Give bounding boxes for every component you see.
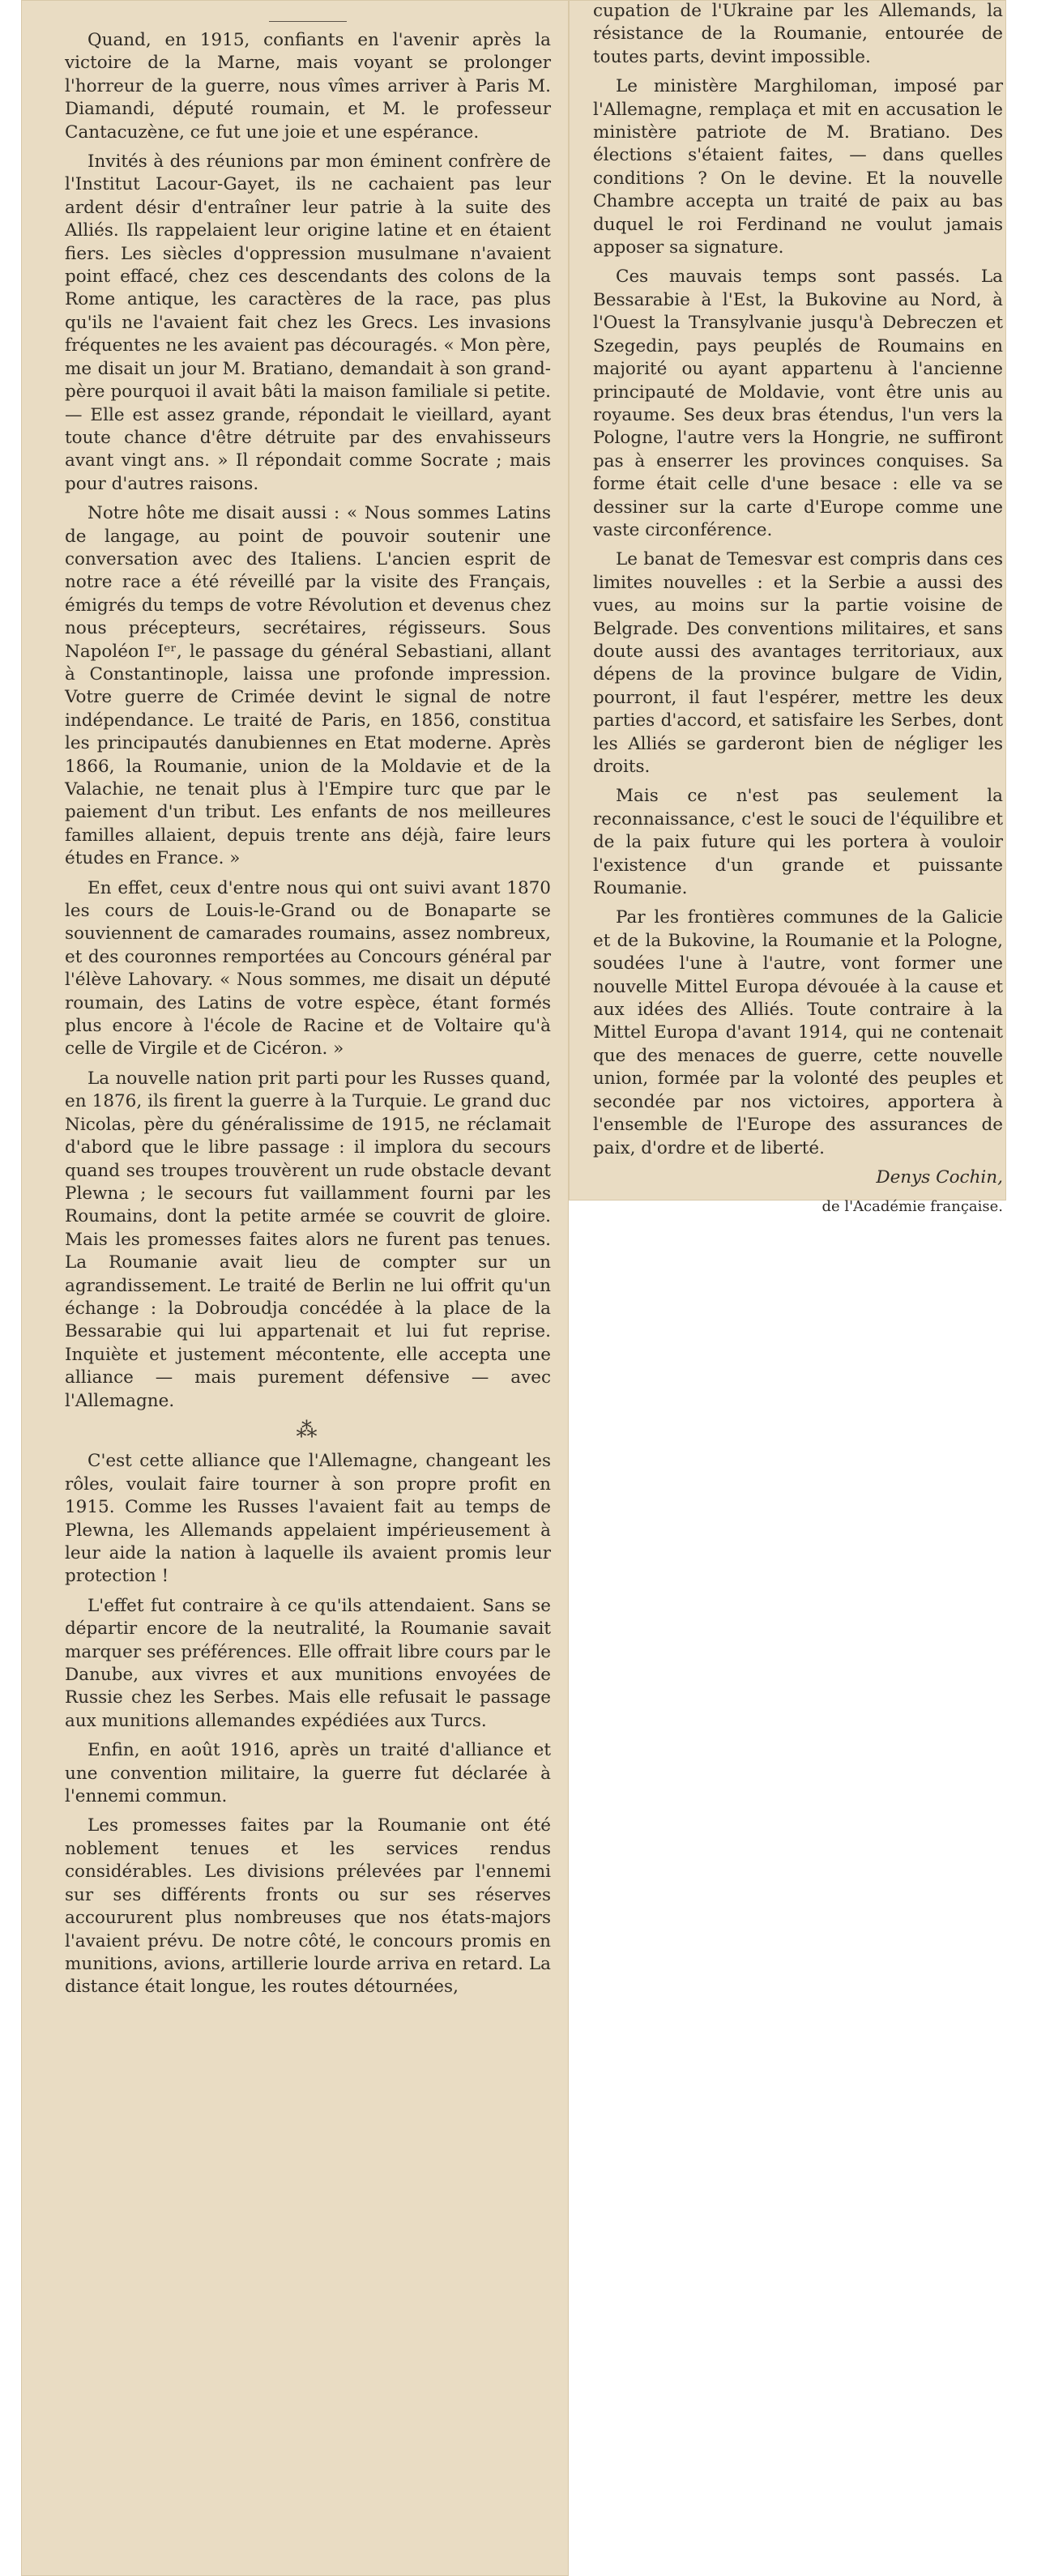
paragraph: L'effet fut contraire à ce qu'ils attendaient. Sans se départir encore de la neutralité, la Roumanie savait marquer ses préférences. Elle offrait libre cours par le Danube, aux vivres et aux munitions envoyées de Russie chez les Serbes. Mais elle refusait le passage aux munitions allemandes expédiées aux Turcs. <box>65 1595 551 1731</box>
article-column-right <box>593 0 1003 1226</box>
section-separator: ⁂ <box>296 1418 320 1443</box>
paragraph: Notre hôte me disait aussi : « Nous sommes Latins de langage, au point de pouvoir soutenir une conversation avec des Italiens. L'ancien esprit de notre race a été réveillé par la visite des Français, émigrés du temps de votre Révolution et devenus chez nous précepteurs, secrétaires, régisseurs. Sous Napoléon Iᵉʳ, le passage du général Sebastiani, allant à Constantinople, laissa une profonde impression. Votre guerre de Crimée devint le signal de notre indépendance. Le traité de Paris, en 1856, constitua les principautés danubiennes en Etat moderne. Après 1866, la Roumanie, union de la Moldavie et de la Valachie, ne tenait plus à l'Empire turc que par le paiement d'un tribut. Les enfants de nos meilleures familles allaient, depuis trente ans déjà, faire leurs études en France. » <box>65 503 551 869</box>
article-column-left <box>65 10 551 2006</box>
paragraph: Quand, en 1915, confiants en l'avenir après la victoire de la Marne, mais voyant se prolonger l'horreur de la guerre, nous vîmes arriver à Paris M. Diamandi, député roumain, et M. le professeur Cantacuzène, ce fut une joie et une espérance. <box>65 30 551 143</box>
paragraph: Les promesses faites par la Roumanie ont été noblement tenues et les services rendus considérables. Les divisions prélevées par l'ennemi sur ses différents fronts ou sur ses réserves accoururent plus nombreuses que nos états-majors l'avaient prévu. De notre côté, le concours promis en munitions, avions, artillerie lourde arriva en retard. La distance était longue, les routes détournées, <box>65 1815 551 1998</box>
paragraph: Enfin, en août 1916, après un traité d'alliance et une convention militaire, la guerre fut déclarée à l'ennemi commun. <box>65 1740 551 1807</box>
paragraph: C'est cette alliance que l'Allemagne, changeant les rôles, voulait faire tourner à son propre profit en 1915. Comme les Russes l'avaient fait au temps de Plewna, les Allemands appelaient impérieusement à leur aide la nation à laquelle ils avaient promis leur protection ! <box>65 1451 551 1587</box>
paragraph: Invités à des réunions par mon éminent confrère de l'Institut Lacour-Gayet, ils ne cachaient pas leur ardent désir d'entraîner leur patrie à la suite des Alliés. Ils rappelaient leur origine latine et en étaient fiers. Les siècles d'oppression musulmane n'avaient point effacé, chez ces descendants des colons de la Rome antique, les caractères de la race, pas plus qu'ils ne l'avaient fait chez les Grecs. Les invasions fréquentes ne les avaient pas découragés. « Mon père, me disait un jour M. Bratiano, demandait à son grand-père pourquoi il avait bâti la maison familiale si petite. — Elle est assez grande, répondait le vieillard, ayant toute chance d'être détruite par des envahisseurs avant vingt ans. » Il répondait comme Socrate ; mais pour d'autres raisons. <box>65 151 551 494</box>
paragraph: Ces mauvais temps sont passés. La Bessarabie à l'Est, la Bukovine au Nord, à l'Ouest la Transylvanie jusqu'à Debreczen et Szegedin, pays peuplés de Roumains en majorité ou ayant appartenu à l'ancienne principauté de Moldavie, vont être unis au royaume. Ses deux bras étendus, l'un vers la Pologne, l'autre vers la Hongrie, ne suffiront pas à enserrer les provinces conquises. Sa forme était celle d'une besace : elle va se dessiner sur la carte d'Europe comme une vaste circonférence. <box>593 267 1003 540</box>
paragraph: En effet, ceux d'entre nous qui ont suivi avant 1870 les cours de Louis-le-Grand ou de Bonaparte se souviennent de camarades roumains, assez nombreux, et des couronnes remportées au Concours général par l'élève Lahovary. « Nous sommes, me disait un député roumain, des Latins de votre espèce, étant formés plus encore à l'école de Racine et de Voltaire qu'à celle de Virgile et de Cicéron. » <box>65 877 551 1060</box>
paragraph: Par les frontières communes de la Galicie et de la Bukovine, la Roumanie et la Pologne, soudées l'une à l'autre, vont former une nouvelle Mittel Europa dévouée à la cause et aux idées des Alliés. Toute contraire à la Mittel Europa d'avant 1914, qui ne contenait que des menaces de guerre, cette nouvelle union, formée par la volonté des peuples et secondée par nos victoires, apportera à l'ensemble de l'Europe des assurances de paix, d'ordre et de liberté. <box>593 907 1003 1158</box>
author-signature: Denys Cochin, <box>876 1166 1003 1188</box>
paragraph: Mais ce n'est pas seulement la reconnaissance, c'est le souci de l'équilibre et de la paix future qui les portera à vouloir l'existence d'un grande et puissante Roumanie. <box>593 786 1003 899</box>
paragraph: Le banat de Temesvar est compris dans ces limites nouvelles : et la Serbie a aussi des vues, au moins sur la partie voisine de Belgrade. Des conventions militaires, et sans doute aussi des avantages territoriaux, aux dépens de la province bulgare de Vidin, pourront, il faut l'espérer, mettre les deux parties d'accord, et satisfaire les Serbes, dont les Alliés se garderont bien de négliger les droits. <box>593 549 1003 777</box>
header-rule <box>65 10 551 23</box>
author-title: de l'Académie française. <box>821 1198 1003 1216</box>
paragraph: La nouvelle nation prit parti pour les Russes quand, en 1876, ils firent la guerre à la Turquie. Le grand duc Nicolas, père du généralissime de 1915, ne réclamait d'abord que le libre passage : il implora du secours quand ses troupes trouvèrent un rude obstacle devant Plewna ; le secours fut vaillamment fourni par les Roumains, dont la petite armée se couvrit de gloire. Mais les promesses faites alors ne furent pas tenues. La Roumanie avait lieu de compter sur un agrandissement. Le traité de Berlin ne lui offrit qu'un échange : la Dobroudja concédée à la place de la Bessarabie qui lui appartenait et lui fut reprise. Inquiète et justement mécontente, elle accepta une alliance — mais purement défensive — avec l'Allemagne. <box>65 1068 551 1411</box>
paragraph: Le ministère Marghiloman, imposé par l'Allemagne, remplaça et mit en accusation le ministère patriote de M. Bratiano. Des élections s'étaient faites, — dans quelles conditions ? On le devine. Et la nouvelle Chambre accepta un traité de paix au bas duquel le roi Ferdinand ne voulut jamais apposer sa signature. <box>593 76 1003 258</box>
paragraph: cupation de l'Ukraine par les Allemands, la résistance de la Roumanie, entourée de toutes parts, devint impossible. <box>593 1 1003 67</box>
